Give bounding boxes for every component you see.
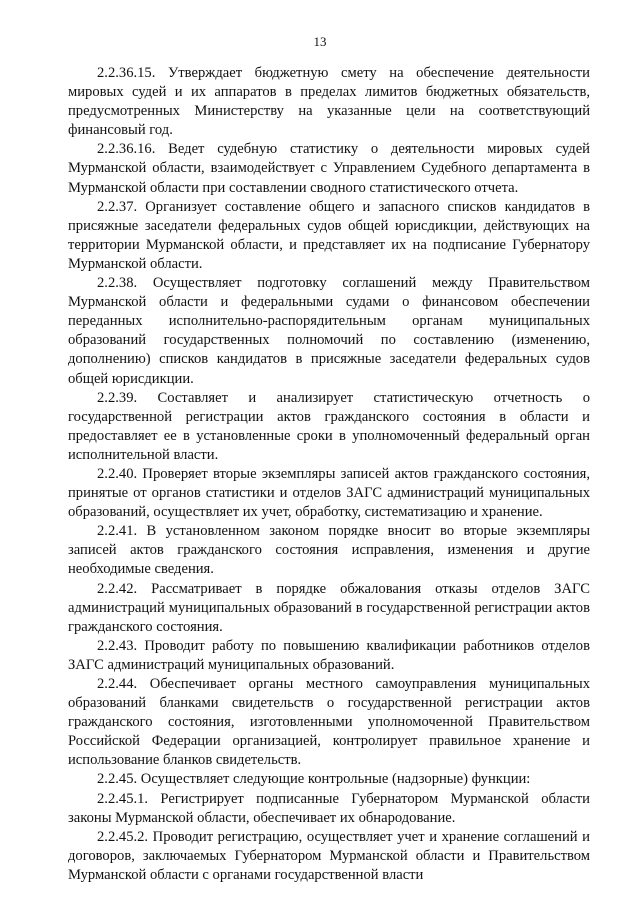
paragraph-2-2-42: 2.2.42. Рассматривает в порядке обжалования отказы отделов ЗАГС администраций муниципальных образований в государственной регистрации актов гражданского состояния. bbox=[68, 580, 590, 635]
paragraph-2-2-40: 2.2.40. Проверяет вторые экземпляры записей актов гражданского состояния, принятые от органов статистики и отделов ЗАГС администраций муниципальных образований, осуществляет их учет, обработку, систематизацию и хранение. bbox=[68, 465, 590, 521]
paragraph-2-2-44: 2.2.44. Обеспечивает органы местного самоуправления муниципальных образований бланками свидетельств о государственной регистрации актов гражданского состояния, изготовленными уполномоченной Правительством Российской Федерации организацией, контролирует правильное хранение и использование бланков свидетельств. bbox=[68, 676, 590, 769]
paragraph-2-2-36-16: 2.2.36.16. Ведет судебную статистику о деятельности мировых судей Мурманской области, взаимодействует с Управлением Судебного департамента в Мурманской области при составлении сводного статистического отчета. bbox=[68, 141, 590, 196]
paragraph-2-2-37: 2.2.37. Организует составление общего и запасного списков кандидатов в присяжные заседатели федеральных судов общей юрисдикции, действующих на территории Мурманской области, и представляет их на подписание Губернатору Мурманской области. bbox=[68, 198, 590, 272]
paragraph-2-2-39: 2.2.39. Составляет и анализирует статистическую отчетность о государственной регистрации актов гражданского состояния в области и предоставляет ее в установленные сроки в уполномоченный федеральный орган исполнительной власти. bbox=[68, 389, 590, 463]
paragraph-2-2-45: 2.2.45. Осуществляет следующие контрольные (надзорные) функции: bbox=[97, 771, 531, 788]
paragraph-2-2-45-1: 2.2.45.1. Регистрирует подписанные Губернатором Мурманской области законы Мурманской области, обеспечивает их обнародование. bbox=[68, 790, 590, 826]
paragraph-2-2-38: 2.2.38. Осуществляет подготовку соглашений между Правительством Мурманской области и федеральными судами о финансовом обеспечении переданных исполнительно-распорядительным органам муниципальных образований государственных полномочий по составлению (изменению, дополнению) списков кандидатов в присяжные заседатели федеральных судов общей юрисдикции. bbox=[68, 275, 590, 387]
page-number: 13 bbox=[313, 34, 327, 49]
paragraph-2-2-41: 2.2.41. В установленном законом порядке вносит во вторые экземпляры записей актов гражданского состояния исправления, изменения и другие необходимые сведения. bbox=[68, 523, 590, 578]
document-body bbox=[68, 64, 590, 885]
paragraph-2-2-43: 2.2.43. Проводит работу по повышению квалификации работников отделов ЗАГС администраций муниципальных образований. bbox=[68, 637, 590, 673]
paragraph-2-2-45-2: 2.2.45.2. Проводит регистрацию, осуществляет учет и хранение соглашений и договоров, заключаемых Губернатором Мурманской области и Правительством Мурманской области с органами государственной власти bbox=[68, 828, 590, 883]
paragraph-2-2-36-15: 2.2.36.15. Утверждает бюджетную смету на обеспечение деятельности мировых судей и их аппаратов в пределах лимитов бюджетных обязательств, предусмотренных Министерству на указанные цели на соответствующий финансовый год. bbox=[68, 65, 590, 139]
